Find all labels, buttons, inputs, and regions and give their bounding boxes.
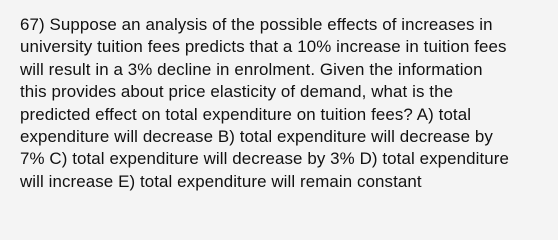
- question-line: will increase E) total expenditure will remain constant: [20, 171, 422, 191]
- question-line: expenditure will decrease B) total expenditure will decrease by: [20, 127, 493, 147]
- question-line: predicted effect on total expenditure on tuition fees? A) total: [20, 104, 472, 124]
- question-line: will result in a 3% decline in enrolment. Given the information: [20, 59, 483, 79]
- question-text: [20, 14, 552, 193]
- question-line: 67) Suppose an analysis of the possible effects of increases in: [20, 15, 493, 34]
- question-line: university tuition fees predicts that a 10% increase in tuition fees: [20, 37, 507, 57]
- question-line: 7% C) total expenditure will decrease by 3% D) total expenditure: [20, 149, 509, 169]
- question-line: this provides about price elasticity of demand, what is the: [20, 82, 454, 102]
